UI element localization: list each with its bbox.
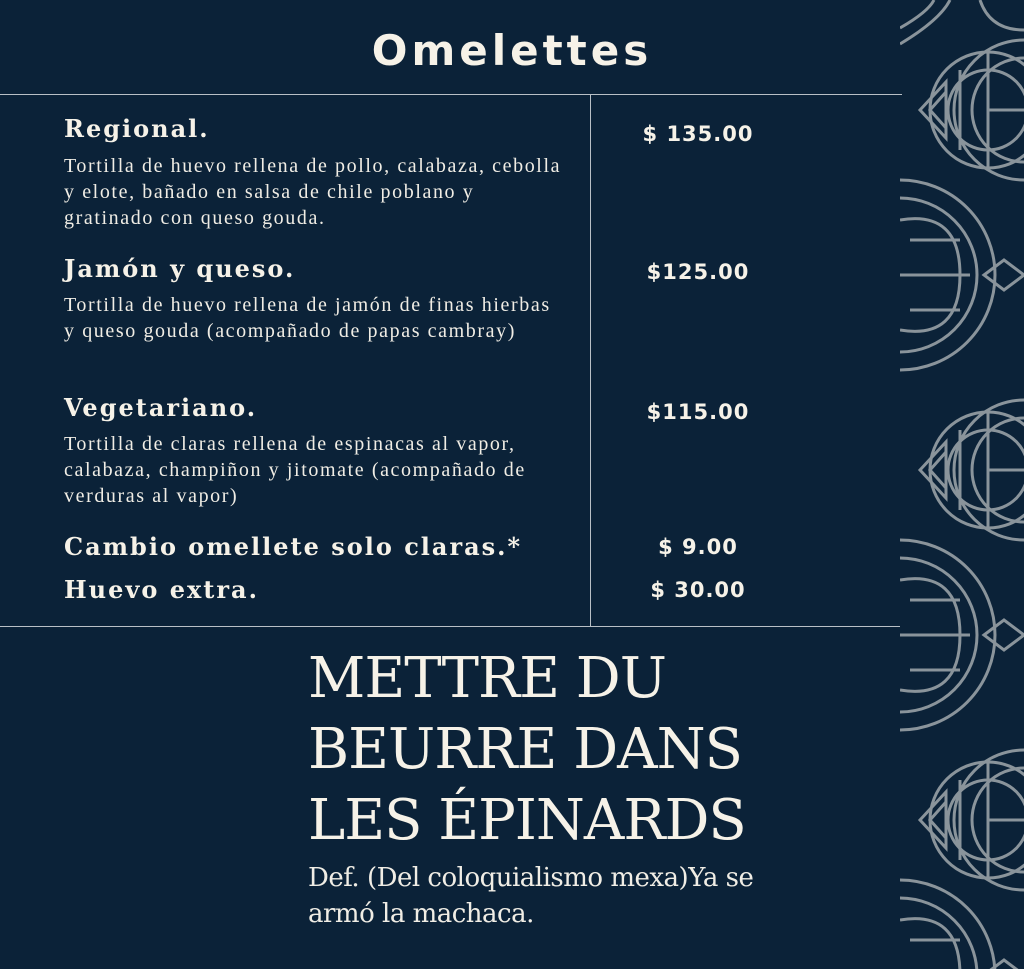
extra-price-solo-claras: $ 9.00 [658,535,738,559]
ornament-pattern-icon [900,0,1024,969]
item-price-vegetariano: $115.00 [646,400,750,424]
menu-title: Omelettes [371,26,653,75]
idiom-definition: Def. (Del coloquialismo mexa)Ya se armó la machaca. [308,863,754,929]
top-divider [0,94,902,95]
idiom-line-1: METTRE DU [308,646,666,711]
idiom-line-3: LES ÉPINARDS [308,788,746,853]
item-name-vegetariano: Vegetariano. [64,393,258,422]
bottom-divider [0,626,900,627]
idiom-heading [308,643,746,856]
item-name-regional: Regional. [64,114,210,143]
extra-name-huevo-extra: Huevo extra. [64,575,259,604]
extra-name-solo-claras: Cambio omellete solo claras.* [64,532,523,561]
item-name-jamon-y-queso: Jamón y queso. [64,254,296,283]
item-price-jamon-y-queso: $125.00 [646,260,750,284]
item-description-regional: Tortilla de huevo rellena de pollo, calabaza, cebolla y elote, bañado en salsa de chile poblano y gratinado con queso gouda. [64,155,562,229]
item-price-regional: $ 135.00 [642,122,754,146]
column-divider [590,95,591,626]
ornament-top-fragment [900,0,1024,44]
idiom-line-2: BEURRE DANS [308,717,742,782]
item-description-vegetariano: Tortilla de claras rellena de espinacas al vapor, calabaza, champiñon y jitomate (acompañado de verduras al vapor) [64,433,526,507]
item-description-jamon-y-queso: Tortilla de huevo rellena de jamón de finas hierbas y queso gouda (acompañado de papas cambray) [64,294,551,342]
extra-price-huevo-extra: $ 30.00 [650,578,746,602]
